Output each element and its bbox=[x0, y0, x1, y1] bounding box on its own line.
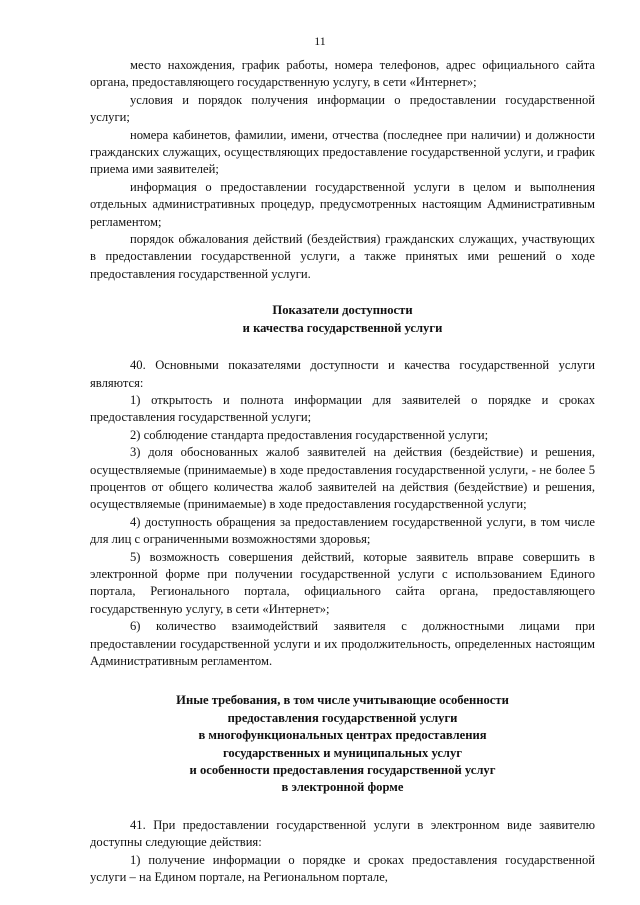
heading-line: и особенности предоставления государственной услуг bbox=[189, 763, 496, 778]
heading-line: и качества государственной услуги bbox=[242, 320, 443, 335]
paragraph: условия и порядок получения информации о предоставлении государственной услуги; bbox=[90, 92, 595, 125]
document-body bbox=[90, 57, 595, 886]
heading-line: в многофункциональных центрах предоставления bbox=[198, 728, 487, 743]
section-41 bbox=[90, 817, 595, 887]
list-item: 6) количество взаимодействий заявителя с должностными лицами при предоставлении государственной услуги и их продолжительность, определенных настоящим Административным регламентом. bbox=[90, 619, 595, 668]
intro-section bbox=[90, 57, 595, 283]
paragraph: порядок обжалования действий (бездействия) гражданских служащих, участвующих в предоставлении государственной услуги, а также принятых ими решений о ходе предоставления государственной услуги. bbox=[90, 232, 595, 281]
paragraph: 41. При предоставлении государственной услуги в электронном виде заявителю доступны следующие действия: bbox=[90, 817, 595, 850]
paragraph: информация о предоставлении государственной услуги в целом и выполнения отдельных административных процедур, предусмотренных настоящим Административным регламентом; bbox=[90, 179, 595, 229]
list-item: 1) открытость и полнота информации для заявителей о порядке и сроках предоставления государственной услуги; bbox=[90, 392, 595, 425]
paragraph: место нахождения, график работы, номера телефонов, адрес официального сайта органа, предоставляющего государственную услугу, в сети «Интернет»; bbox=[90, 58, 595, 90]
list-item: 3) доля обоснованных жалоб заявителей на действия (бездействие) и решения, осуществляемые (принимаемые) в ходе предоставления государственной услуги, - не более 5 процентов от общего количества жалоб заявителей на действия (бездействие) и решения, осуществляемые (принимаемые) в ходе предоставления государственной услуги; bbox=[90, 445, 595, 512]
list-item: 2) соблюдение стандарта предоставления государственной услуги; bbox=[130, 427, 489, 442]
heading-line: Иные требования, в том числе учитывающие особенности bbox=[176, 693, 509, 708]
heading-line: в электронной форме bbox=[281, 780, 404, 795]
heading-line: предоставления государственной услуги bbox=[227, 710, 458, 725]
section-heading-accessibility bbox=[90, 302, 595, 337]
section-40 bbox=[90, 357, 595, 670]
paragraph: номера кабинетов, фамилии, имени, отчества (последнее при наличии) и должности гражданских служащих, осуществляющих предоставление государственной услуги, и график приема ими заявителей; bbox=[90, 127, 595, 177]
section-heading-other-requirements bbox=[90, 692, 595, 796]
page-number: 11 bbox=[314, 34, 326, 48]
heading-line: Показатели доступности bbox=[272, 303, 413, 318]
paragraph: 40. Основными показателями доступности и качества государственной услуги являются: bbox=[90, 358, 595, 390]
heading-line: государственных и муниципальных услуг bbox=[222, 745, 463, 760]
list-item: 1) получение информации о порядке и сроках предоставления государственной услуги – на Едином портале, на Региональном портале, bbox=[90, 852, 595, 885]
list-item: 5) возможность совершения действий, которые заявитель вправе совершить в электронной форме при получении государственной услуги с использованием Единого портала, Регионального портала, официального сайта органа, предоставляющего государственную услугу, в сети «Интернет»; bbox=[90, 549, 595, 616]
list-item: 4) доступность обращения за предоставлением государственной услуги, в том числе для лиц с ограниченными возможностями здоровья; bbox=[90, 514, 595, 547]
